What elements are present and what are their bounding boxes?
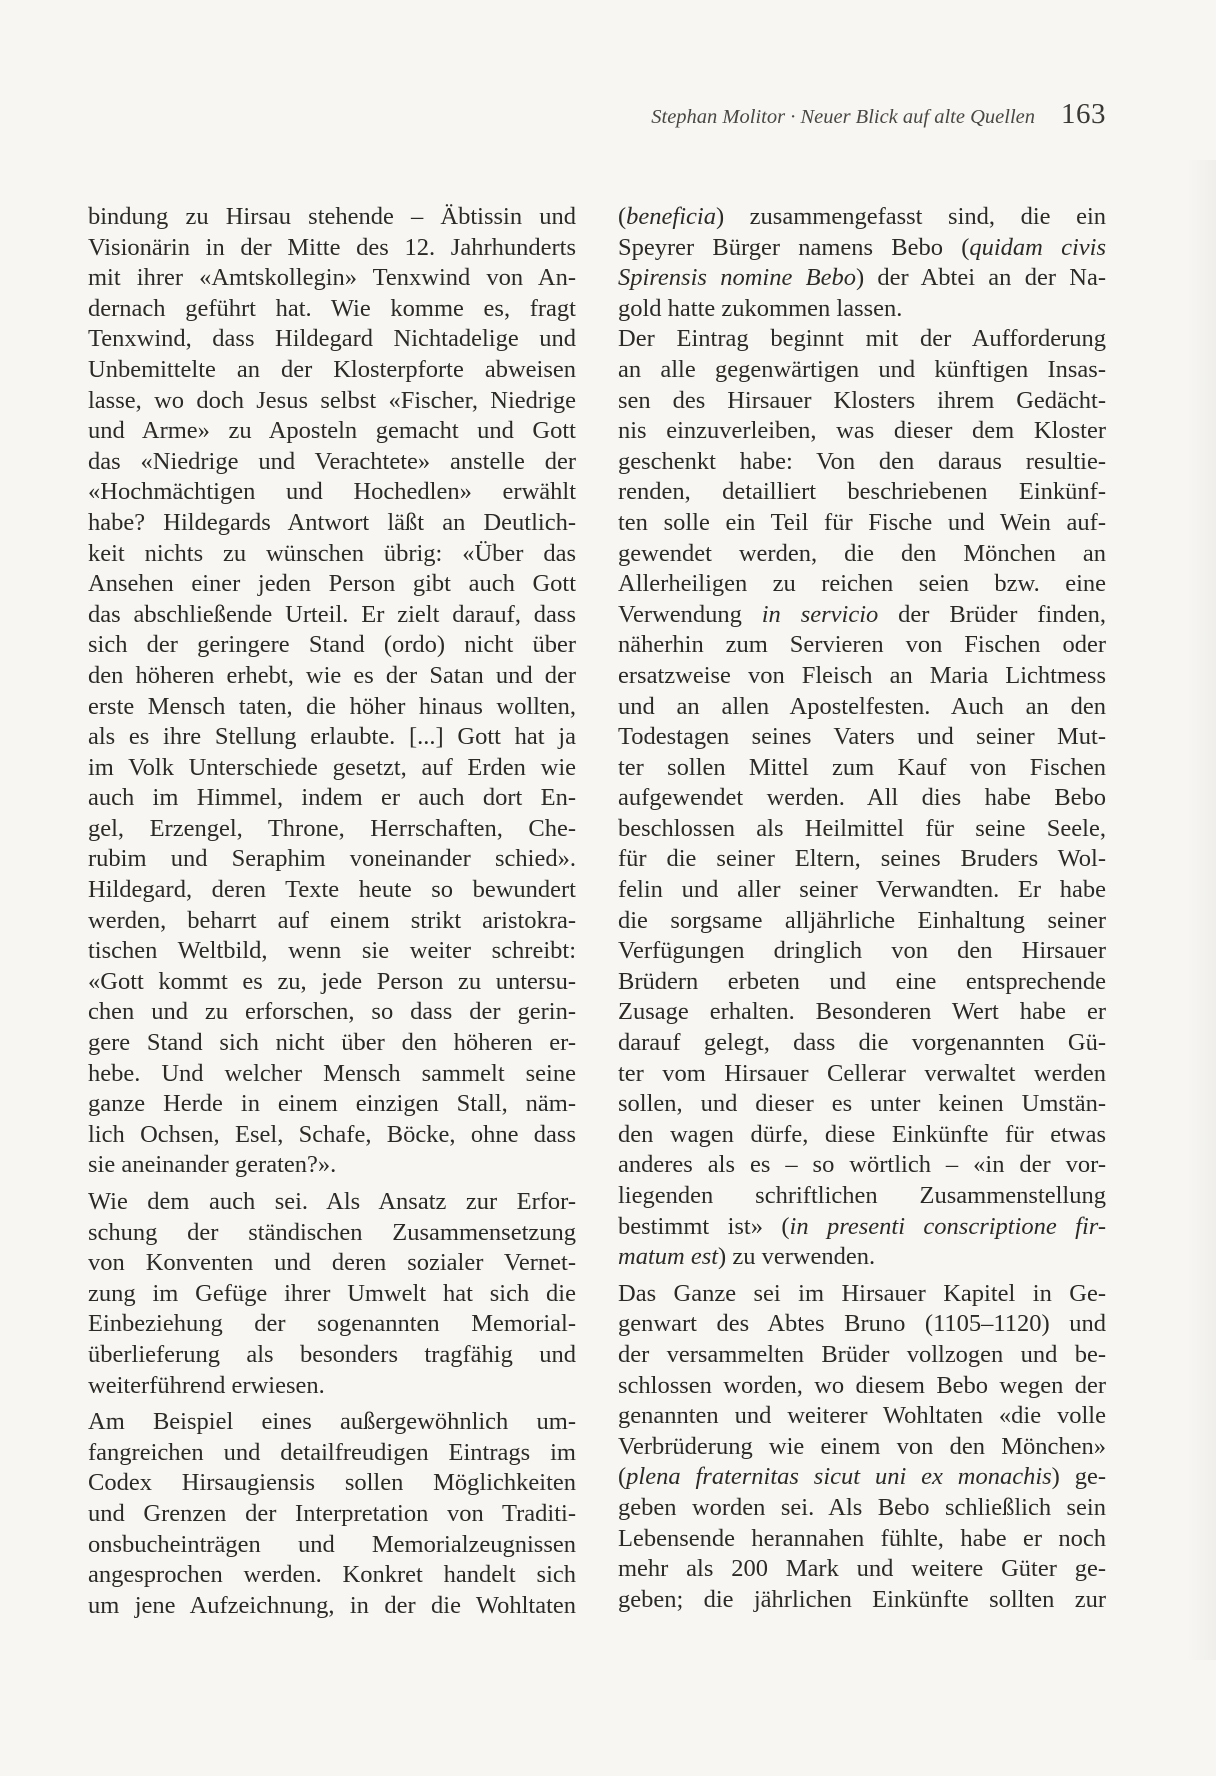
text-line: gere Stand sich nicht über den höheren er- (88, 1029, 576, 1057)
text-line: genwart des Abtes Bruno (1105–1120) und (618, 1310, 1106, 1338)
text-line: sie aneinander geraten?». (88, 1151, 337, 1179)
text-fragment: bestimmt ist» ( (618, 1212, 790, 1240)
text-line: (plena fraternitas sicut uni ex monachis) ge- (618, 1463, 1106, 1491)
text-line: das «Niedrige und Verachtete» anstelle der (88, 447, 576, 475)
text-line: habe? Hildegards Antwort läßt an Deutlich- (88, 508, 576, 536)
text-line: sollen, und dieser es unter keinen Umstän- (618, 1090, 1106, 1118)
text-line: schlossen worden, wo diesem Bebo wegen der (618, 1371, 1106, 1399)
text-line: mit ihrer «Amtskollegin» Tenxwind von An- (88, 264, 576, 292)
text-line: Am Beispiel eines außergewöhnlich um- (88, 1408, 576, 1436)
text-line: um jene Aufzeichnung, in der die Wohltaten (88, 1591, 576, 1619)
text-line: ter sollen Mittel zum Kauf von Fischen (618, 753, 1106, 781)
text-line: ganze Herde in einem einzigen Stall, näm- (88, 1090, 576, 1118)
latin-term: quidam civis (969, 233, 1106, 261)
text-line: schung der ständischen Zusammensetzung (88, 1218, 576, 1246)
text-line: keit nichts zu wünschen übrig: «Über das (88, 539, 576, 567)
latin-term: in servicio (761, 600, 879, 628)
text-line: chen und zu erforschen, so dass der gerin- (88, 998, 576, 1026)
text-line: (beneficia) zusammengefasst sind, die ein (618, 203, 1106, 230)
text-line: lasse, wo doch Jesus selbst «Fischer, Niedrige (88, 386, 576, 414)
latin-term: in presenti conscriptione fir- (789, 1212, 1106, 1240)
text-line: rubim und Seraphim voneinander schied». (88, 845, 576, 873)
text-line: Hildegard, deren Texte heute so bewundert (88, 876, 576, 904)
text-line: der versammelten Brüder vollzogen und be- (618, 1340, 1106, 1368)
text-line: mehr als 200 Mark und weitere Güter ge- (618, 1555, 1106, 1583)
text-line: und Grenzen der Interpretation von Traditi- (88, 1499, 576, 1527)
text-line: renden, detailliert beschriebenen Einkünf- (618, 478, 1106, 506)
text-line: angesprochen werden. Konkret handelt sich (88, 1561, 576, 1589)
text-line: von Konventen und deren sozialer Vernet- (88, 1249, 576, 1277)
text-line: Verfügungen dringlich von den Hirsauer (618, 937, 1106, 965)
text-line: Wie dem auch sei. Als Ansatz zur Erfor- (88, 1188, 576, 1215)
text-line: Lebensende herannahen fühlte, habe er noch (618, 1524, 1106, 1552)
text-line: sich der geringere Stand (ordo) nicht über (88, 631, 576, 659)
text-line: den wagen dürfe, diese Einkünfte für etwas (618, 1120, 1106, 1148)
text-fragment: ) zusammengefasst sind, die ein (715, 203, 1106, 230)
text-line: gewendet werden, die den Mönchen an (618, 539, 1106, 567)
text-line: weiterführend erwiesen. (88, 1371, 325, 1399)
text-line: geben worden sei. Als Bebo schließlich sein (618, 1493, 1106, 1521)
text-line: liegenden schriftlichen Zusammenstellung (618, 1182, 1106, 1209)
text-line (618, 233, 1106, 264)
text-line: im Volk Unterschiede gesetzt, auf Erden wie (88, 753, 576, 781)
text-line: hebe. Und welcher Mensch sammelt seine (88, 1059, 576, 1087)
text-fragment: der Brüder finden, (878, 600, 1106, 628)
latin-term: plena fraternitas sicut uni ex monachis (626, 1463, 1052, 1491)
text-line: gel, Erzengel, Throne, Herrschaften, Che- (88, 814, 576, 842)
text-line: erste Mensch taten, die höher hinaus wollten, (88, 692, 576, 720)
latin-term: beneficia (626, 203, 716, 230)
running-title: Stephan Molitor · Neuer Blick auf alte Quellen (651, 106, 1035, 128)
text-line: aufgewendet werden. All dies habe Bebo (618, 784, 1106, 812)
text-line (618, 1242, 1106, 1273)
text-line: als es ihre Stellung erlaubte. [...] Gott hat ja (88, 723, 576, 751)
text-line: «Hochmächtigen und Hochedlen» erwählt (88, 478, 576, 506)
text-fragment: ) zu verwenden. (718, 1243, 876, 1271)
text-line: ter vom Hirsauer Cellerar verwaltet werden (618, 1059, 1106, 1087)
text-line (618, 600, 1106, 631)
text-line (618, 263, 1106, 294)
text-line: auch im Himmel, indem er auch dort En- (88, 784, 576, 812)
text-line: geben; die jährlichen Einkünfte sollten zur (618, 1585, 1106, 1613)
text-line: fangreichen und detailfreudigen Eintrags im (88, 1438, 576, 1466)
text-line: näherhin zum Servieren von Fischen oder (618, 631, 1106, 659)
latin-term: matum est (618, 1243, 719, 1271)
text-line: für die seiner Eltern, seines Bruders Wol- (618, 845, 1106, 873)
text-line: die sorgsame alljährliche Einhaltung seiner (618, 906, 1106, 934)
text-line: und an allen Apostelfesten. Auch an den (618, 692, 1106, 720)
text-line: geschenkt habe: Von den daraus resultie- (618, 447, 1106, 475)
left-column (88, 202, 576, 1621)
text-line: ersatzweise von Fleisch an Maria Lichtmess (618, 661, 1106, 689)
text-line: lich Ochsen, Esel, Schafe, Böcke, ohne dass (88, 1120, 576, 1148)
right-column (618, 202, 1106, 1615)
text-line: Todestagen seines Vaters und seiner Mut- (618, 723, 1106, 751)
text-fragment: Verwendung (618, 600, 762, 628)
text-line: ten solle ein Teil für Fische und Wein auf- (618, 508, 1106, 536)
text-line (618, 1212, 1106, 1243)
text-line: Brüdern erbeten und eine entsprechende (618, 967, 1106, 995)
page-number: 163 (1061, 98, 1106, 130)
text-line: dernach geführt hat. Wie komme es, fragt (88, 294, 576, 322)
page-gutter-shadow (1186, 160, 1216, 1660)
text-fragment: ) ge- (1051, 1463, 1106, 1491)
latin-term: Spirensis nomine Bebo (618, 264, 856, 292)
text-line: Tenxwind, dass Hildegard Nichtadelige und (88, 325, 576, 353)
text-line: beschlossen als Heilmittel für seine Seele, (618, 814, 1106, 842)
text-line: Codex Hirsaugiensis sollen Möglichkeiten (88, 1469, 576, 1497)
text-line: anderes als es – so wörtlich – «in der vor- (618, 1151, 1106, 1179)
text-line: Ansehen einer jeden Person gibt auch Gott (88, 570, 576, 598)
text-line: zung im Gefüge ihrer Umwelt hat sich die (88, 1279, 576, 1307)
text-line: Der Eintrag beginnt mit der Aufforderung (618, 325, 1106, 353)
text-line: an alle gegenwärtigen und künftigen Insas- (618, 355, 1106, 383)
text-line: Das Ganze sei im Hirsauer Kapitel in Ge- (618, 1279, 1106, 1307)
text-line: Einbeziehung der sogenannten Memorial- (88, 1310, 576, 1338)
text-line: sen des Hirsauer Klosters ihrem Gedächt- (618, 386, 1106, 414)
text-line: Verbrüderung wie einem von den Mönchen» (618, 1432, 1106, 1460)
text-line: nis einzuverleiben, was dieser dem Kloster (618, 417, 1106, 445)
text-line: genannten und weiterer Wohltaten «die volle (618, 1402, 1106, 1430)
text-line: Allerheiligen zu reichen seien bzw. eine (618, 570, 1106, 598)
text-fragment: ) der Abtei an der Na- (855, 264, 1106, 292)
text-line: werden, beharrt auf einem strikt aristokra- (88, 906, 576, 934)
page-header (0, 98, 1106, 131)
text-line: Visionärin in der Mitte des 12. Jahrhunderts (88, 233, 576, 261)
text-line: Zusage erhalten. Besonderen Wert habe er (618, 998, 1106, 1026)
text-line: das abschließende Urteil. Er zielt darauf, dass (88, 600, 576, 628)
text-line: darauf gelegt, dass die vorgenannten Gü- (618, 1029, 1106, 1057)
text-line: überlieferung als besonders tragfähig und (88, 1340, 576, 1368)
text-line: den höheren erhebt, wie es der Satan und der (88, 661, 576, 689)
text-line: gold hatte zukommen lassen. (618, 294, 903, 322)
text-line: Unbemittelte an der Klosterpforte abweisen (88, 355, 576, 383)
text-line: und Arme» zu Aposteln gemacht und Gott (88, 417, 576, 445)
text-line: felin und aller seiner Verwandten. Er habe (618, 876, 1106, 904)
text-line: bindung zu Hirsau stehende – Äbtissin und (88, 203, 576, 230)
text-line: onsbucheinträgen und Memorialzeugnissen (88, 1530, 576, 1558)
text-fragment: Speyrer Bürger namens Bebo ( (618, 233, 970, 261)
text-line: tischen Weltbild, wenn sie weiter schreibt: (88, 937, 576, 965)
text-line: «Gott kommt es zu, jede Person zu untersu- (88, 967, 576, 995)
